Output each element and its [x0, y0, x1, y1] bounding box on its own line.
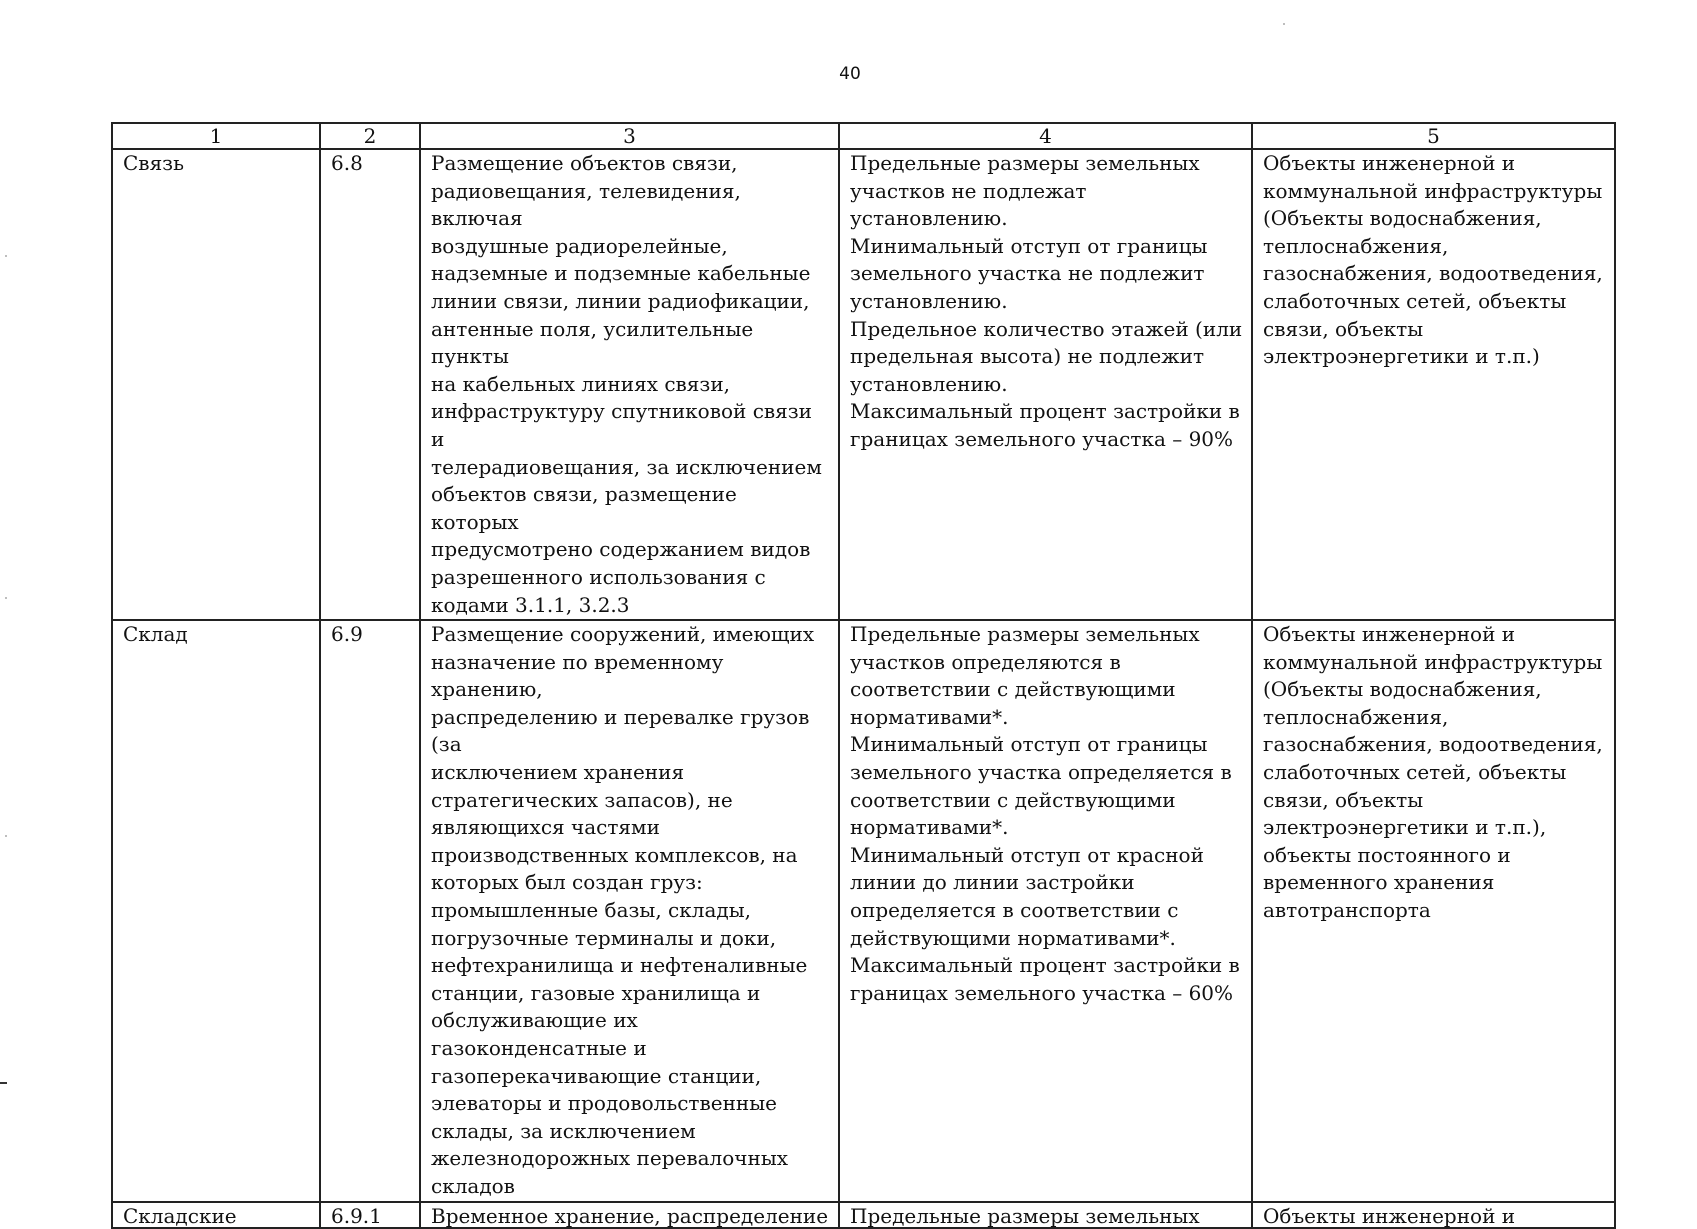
- use-name-cell: [112, 149, 320, 620]
- zoning-table: [111, 122, 1616, 1229]
- column-header-3: 3: [420, 123, 839, 149]
- column-header-4: 4: [839, 123, 1252, 149]
- use-description: Размещение объектов связи, радиовещания, телевидения, включая воздушные радиорелейные, надземные и подземные кабельные линии связи, линии радиофикации, антенные поля, усилительные пункты на кабельных линиях связи, инфраструктуру спутниковой связи и телерадиовещания, за исключением объектов связи, размещение которых предусмотрено содержанием видов разрешенного использования с кодами 3.1.1, 3.2.3: [431, 151, 822, 617]
- use-code-cell: [320, 1202, 420, 1228]
- use-parameters-cell: [839, 149, 1252, 620]
- use-description: Временное хранение, распределение: [431, 1203, 829, 1227]
- column-header-2: 2: [320, 123, 420, 149]
- scan-dot: [1283, 23, 1285, 25]
- use-code: 6.9.1: [331, 1203, 382, 1227]
- header-row: [112, 123, 1615, 149]
- use-name: Склад: [123, 622, 188, 647]
- auxiliary-uses: Объекты инженерной и коммунальной инфраструктуры (Объекты водоснабжения, теплоснабжения, газоснабжения, водоотведения, слаботочных сетей, объекты связи, объекты электроэнергетики и т.п.): [1263, 151, 1603, 369]
- table-row: [112, 620, 1615, 1201]
- use-parameters: Предельные размеры земельных участков не подлежат установлению. Минимальный отступ от границы земельного участка не подлежит установлению. Предельное количество этажей (или предельная высота) не подлежит установлению. Максимальный процент застройки в границах земельного участка – 90%: [850, 151, 1243, 451]
- scan-dot: [5, 597, 7, 599]
- use-description-cell: [420, 149, 839, 620]
- use-parameters-cell: [839, 620, 1252, 1201]
- scan-dot: [5, 255, 7, 257]
- use-description-cell: [420, 620, 839, 1201]
- use-name-cell: [112, 620, 320, 1201]
- column-header-1: 1: [112, 123, 320, 149]
- use-parameters: Предельные размеры земельных участков определяются в соответствии с действующими нормативами*. Минимальный отступ от границы земельного участка определяется в соответствии с действующими нормативами*. Минимальный отступ от красной линии до линии застройки определяется в соответствии с действующими нормативами*. Максимальный процент застройки в границах земельного участка – 60%: [850, 622, 1240, 1005]
- page-number: 40: [839, 64, 861, 84]
- auxiliary-uses-cell: [1252, 149, 1615, 620]
- scan-dot: [5, 835, 7, 837]
- auxiliary-uses-cell: [1252, 1202, 1615, 1228]
- use-name-cell: [112, 1202, 320, 1228]
- use-description-cell: [420, 1202, 839, 1228]
- margin-mark: [0, 1082, 7, 1084]
- auxiliary-uses-cell: [1252, 620, 1615, 1201]
- table-row: [112, 1202, 1615, 1228]
- use-code-cell: [320, 620, 420, 1201]
- auxiliary-uses: Объекты инженерной и коммунальной инфраструктуры (Объекты водоснабжения, теплоснабжения, газоснабжения, водоотведения, слаботочных сетей, объекты связи, объекты электроэнергетики и т.п.), объекты постоянного и временного хранения автотранспорта: [1263, 622, 1603, 923]
- use-parameters: Предельные размеры земельных: [850, 1203, 1200, 1227]
- use-name: Связь: [123, 151, 184, 175]
- use-description: Размещение сооружений, имеющих назначение по временному хранению, распределению и перевалке грузов (за исключением хранения стратегических запасов), не являющихся частями производственных комплексов, на которых был создан груз: промышленные базы, склады, погрузочные терминалы и доки, нефтехранилища и нефтеналивные станции, газовые хранилища и обслуживающие их газоконденсатные и газоперекачивающие станции, элеваторы и продовольственные склады, за исключением железнодорожных перевалочных складов: [431, 622, 815, 1198]
- auxiliary-uses: Объекты инженерной и: [1263, 1203, 1516, 1227]
- use-code-cell: [320, 149, 420, 620]
- use-name: Складские: [123, 1203, 237, 1227]
- use-code: 6.8: [331, 151, 363, 175]
- column-header-5: 5: [1252, 123, 1615, 149]
- table-row: [112, 149, 1615, 620]
- use-parameters-cell: [839, 1202, 1252, 1228]
- use-code: 6.9: [331, 622, 363, 647]
